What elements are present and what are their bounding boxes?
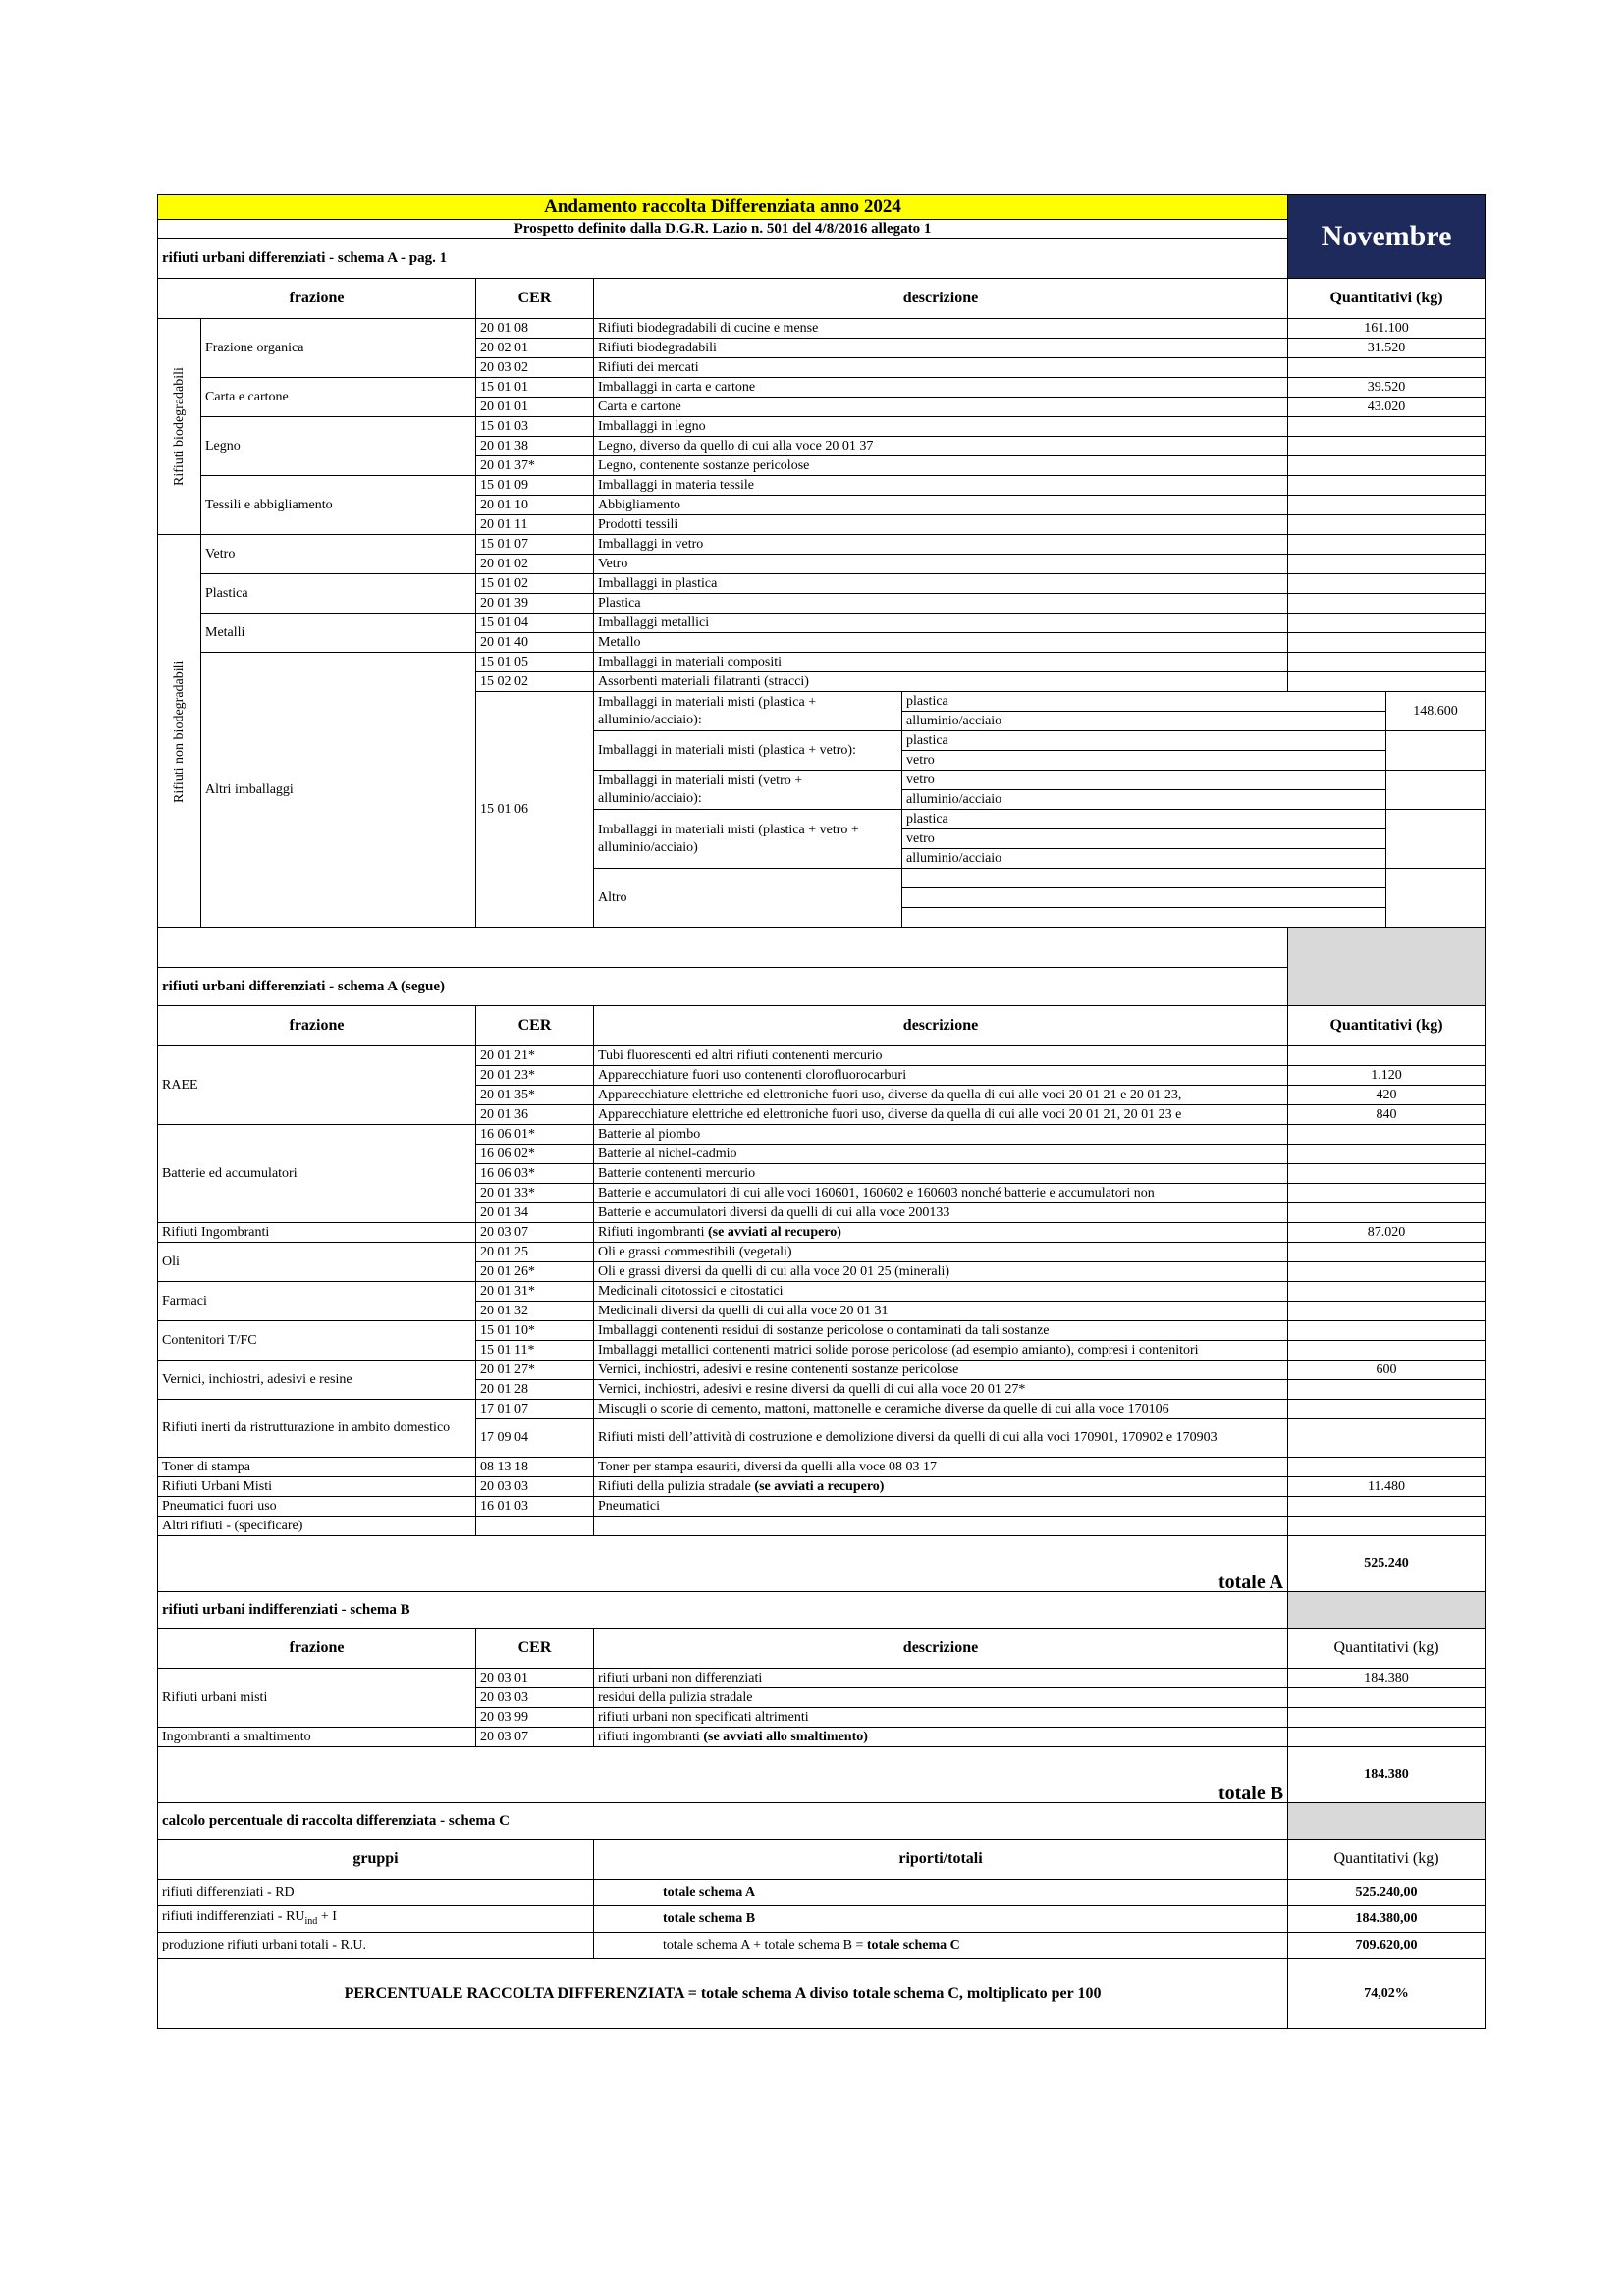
descrizione-cell: Imballaggi in carta e cartone bbox=[594, 378, 1288, 398]
quantita-cell: 31.520 bbox=[1288, 339, 1486, 358]
frazione-cell: Carta e cartone bbox=[201, 378, 476, 417]
cer-cell: 15 01 09 bbox=[476, 476, 594, 496]
descrizione-text: Oli e grassi commestibili (vegetali) bbox=[598, 1244, 792, 1259]
cer-cell: 20 01 34 bbox=[476, 1203, 594, 1223]
descrizione-text: Batterie contenenti mercurio bbox=[598, 1165, 756, 1181]
descrizione-text: Vernici, inchiostri, adesivi e resine contenenti sostanze pericolose bbox=[598, 1362, 959, 1377]
descrizione-text: Pneumatici bbox=[598, 1498, 660, 1514]
table-row bbox=[158, 614, 1486, 633]
descrizione-cell: Imballaggi in materiali misti (plastica + alluminio/acciaio): bbox=[594, 692, 902, 731]
cer-cell: 15 01 04 bbox=[476, 614, 594, 633]
descrizione-cell bbox=[594, 1728, 1288, 1747]
descrizione-text: Imballaggi contenenti residui di sostanze pericolose o contaminati da tali sostanze bbox=[598, 1322, 1050, 1338]
cer-cell: 20 01 10 bbox=[476, 496, 594, 515]
descrizione-text: Batterie al piombo bbox=[598, 1126, 701, 1142]
cer-cell: 20 01 31* bbox=[476, 1282, 594, 1302]
descrizione-text: Batterie e accumulatori diversi da quelli di cui alla voce 200133 bbox=[598, 1204, 950, 1220]
frazione-cell: Metalli bbox=[201, 614, 476, 653]
quantita-cell bbox=[1288, 1728, 1486, 1747]
cer-cell: 20 01 38 bbox=[476, 437, 594, 456]
sub-material-cell: plastica bbox=[902, 731, 1386, 751]
descrizione-text: Tubi fluorescenti ed altri rifiuti contenenti mercurio bbox=[598, 1047, 883, 1063]
riporti-cell bbox=[594, 1906, 1288, 1933]
report-subtitle: Prospetto definito dalla D.G.R. Lazio n. 501 del 4/8/2016 allegato 1 bbox=[158, 220, 1288, 239]
descrizione-cell bbox=[594, 1380, 1288, 1400]
gruppi-text: rifiuti differenziati - RD bbox=[162, 1885, 295, 1899]
col-gruppi: gruppi bbox=[158, 1840, 594, 1880]
percent-label: PERCENTUALE RACCOLTA DIFFERENZIATA = totale schema A diviso totale schema C, moltiplicato per 100 bbox=[158, 1959, 1288, 2029]
cer-cell: 16 01 03 bbox=[476, 1497, 594, 1517]
descrizione-cell: Assorbenti materiali filatranti (stracci) bbox=[594, 672, 1288, 692]
riporti-text: totale schema A bbox=[663, 1885, 756, 1899]
descrizione-note: (se avviati al recupero) bbox=[704, 1224, 841, 1240]
quantita-cell bbox=[1288, 1203, 1486, 1223]
riporti-bold: totale schema C bbox=[866, 1938, 960, 1952]
descrizione-text: residui della pulizia stradale bbox=[598, 1689, 753, 1705]
quantita-cell: 525.240,00 bbox=[1288, 1880, 1486, 1906]
quantita-cell bbox=[1288, 1400, 1486, 1419]
report-table bbox=[157, 194, 1486, 2029]
descrizione-cell bbox=[594, 1708, 1288, 1728]
frazione-cell: Altri imballaggi bbox=[201, 653, 476, 928]
descrizione-cell bbox=[594, 1184, 1288, 1203]
descrizione-cell bbox=[594, 1046, 1288, 1066]
cer-cell: 08 13 18 bbox=[476, 1458, 594, 1477]
report-frame bbox=[157, 194, 1485, 2029]
table-row bbox=[158, 319, 1486, 339]
quantita-cell bbox=[1288, 1145, 1486, 1164]
schema-a1-rows bbox=[158, 319, 1486, 928]
table-row bbox=[158, 417, 1486, 437]
quantita-cell bbox=[1288, 594, 1486, 614]
descrizione-cell: Prodotti tessili bbox=[594, 515, 1288, 535]
frazione-cell: Tessili e abbigliamento bbox=[201, 476, 476, 535]
descrizione-cell: Imballaggi in materiali misti (plastica + vetro): bbox=[594, 731, 902, 771]
quantita-cell bbox=[1288, 496, 1486, 515]
descrizione-cell: Rifiuti biodegradabili di cucine e mense bbox=[594, 319, 1288, 339]
quantita-cell: 600 bbox=[1288, 1361, 1486, 1380]
cer-cell: 16 06 01* bbox=[476, 1125, 594, 1145]
frazione-cell: Pneumatici fuori uso bbox=[158, 1497, 476, 1517]
quantita-cell bbox=[1288, 417, 1486, 437]
quantita-cell bbox=[1386, 810, 1486, 869]
riporti-cell bbox=[594, 1880, 1288, 1906]
quantita-cell: 11.480 bbox=[1288, 1477, 1486, 1497]
quantita-cell bbox=[1386, 869, 1486, 928]
descrizione-cell: Imballaggi in materiali misti (plastica + vetro + alluminio/acciaio) bbox=[594, 810, 902, 869]
schema-b-rows bbox=[158, 1669, 1486, 1747]
quantita-cell: 420 bbox=[1288, 1086, 1486, 1105]
descrizione-cell bbox=[594, 1458, 1288, 1477]
cer-cell: 20 01 01 bbox=[476, 398, 594, 417]
quantita-cell bbox=[1288, 1380, 1486, 1400]
col-descrizione: descrizione bbox=[594, 1629, 1288, 1669]
cer-cell: 20 03 02 bbox=[476, 358, 594, 378]
grey-cell bbox=[1288, 1803, 1486, 1840]
col-frazione: frazione bbox=[158, 1629, 476, 1669]
quantita-cell bbox=[1288, 574, 1486, 594]
sub-material-cell bbox=[902, 888, 1386, 908]
descrizione-text: Rifiuti ingombranti bbox=[598, 1224, 705, 1240]
frazione-cell: Ingombranti a smaltimento bbox=[158, 1728, 476, 1747]
descrizione-cell: Miscugli o scorie di cemento, mattoni, mattonelle e ceramiche diverse da quelle di cui alla voce 170106 bbox=[594, 1400, 1288, 1419]
frazione-cell: Frazione organica bbox=[201, 319, 476, 378]
descrizione-text: Vernici, inchiostri, adesivi e resine diversi da quelli di cui alla voce 20 01 27* bbox=[598, 1381, 1026, 1397]
descrizione-cell bbox=[594, 1243, 1288, 1262]
descrizione-text: rifiuti urbani non specificati altrimenti bbox=[598, 1709, 809, 1725]
descrizione-cell: Plastica bbox=[594, 594, 1288, 614]
quantita-cell bbox=[1288, 1321, 1486, 1341]
col-frazione: frazione bbox=[158, 279, 476, 319]
table-row bbox=[158, 1321, 1486, 1341]
descrizione-cell: Imballaggi in plastica bbox=[594, 574, 1288, 594]
descrizione-cell: Imballaggi in materiali compositi bbox=[594, 653, 1288, 672]
quantita-cell bbox=[1288, 1282, 1486, 1302]
quantita-cell bbox=[1288, 1243, 1486, 1262]
cer-cell: 15 01 01 bbox=[476, 378, 594, 398]
cer-cell: 15 01 02 bbox=[476, 574, 594, 594]
sub-material-cell: plastica bbox=[902, 692, 1386, 712]
riporti-text: totale schema A + totale schema B = bbox=[663, 1938, 867, 1952]
cer-cell: 20 01 33* bbox=[476, 1184, 594, 1203]
descrizione-cell bbox=[594, 1262, 1288, 1282]
frazione-cell: Rifiuti Urbani Misti bbox=[158, 1477, 476, 1497]
cer-cell: 15 01 07 bbox=[476, 535, 594, 555]
quantita-cell bbox=[1288, 1164, 1486, 1184]
cer-cell: 15 01 03 bbox=[476, 417, 594, 437]
descrizione-cell bbox=[594, 1669, 1288, 1688]
frazione-cell: RAEE bbox=[158, 1046, 476, 1125]
frazione-cell: Altri rifiuti - (specificare) bbox=[158, 1517, 476, 1536]
gruppi-cell bbox=[158, 1906, 594, 1933]
quantita-cell: 43.020 bbox=[1288, 398, 1486, 417]
quantita-cell bbox=[1288, 1688, 1486, 1708]
table-row bbox=[158, 535, 1486, 555]
sub-material-cell: plastica bbox=[902, 810, 1386, 829]
sub-material-cell: vetro bbox=[902, 829, 1386, 849]
grey-cell bbox=[1288, 928, 1486, 1006]
totale-a-label: totale A bbox=[158, 1536, 1288, 1592]
descrizione-cell bbox=[594, 1688, 1288, 1708]
table-row bbox=[158, 1458, 1486, 1477]
quantita-cell bbox=[1386, 771, 1486, 810]
table-row bbox=[158, 1906, 1486, 1933]
quantita-cell bbox=[1288, 1341, 1486, 1361]
quantita-cell bbox=[1288, 456, 1486, 476]
cer-cell: 15 02 02 bbox=[476, 672, 594, 692]
cer-cell: 20 03 03 bbox=[476, 1477, 594, 1497]
descrizione-cell bbox=[594, 1086, 1288, 1105]
descrizione-cell bbox=[594, 1203, 1288, 1223]
riporti-cell bbox=[594, 1933, 1288, 1959]
table-row bbox=[158, 1361, 1486, 1380]
descrizione-text: Medicinali citotossici e citostatici bbox=[598, 1283, 784, 1299]
cer-cell: 20 01 27* bbox=[476, 1361, 594, 1380]
table-row bbox=[158, 1477, 1486, 1497]
quantita-cell bbox=[1288, 672, 1486, 692]
table-row bbox=[158, 1517, 1486, 1536]
table-row bbox=[158, 378, 1486, 398]
frazione-cell: Toner di stampa bbox=[158, 1458, 476, 1477]
col-cer: CER bbox=[476, 1629, 594, 1669]
quantita-cell: 184.380,00 bbox=[1288, 1906, 1486, 1933]
sub-material-cell: vetro bbox=[902, 751, 1386, 771]
descrizione-text: Imballaggi metallici contenenti matrici solide porose pericolose (ad esempio amianto), compresi i contenitori bbox=[598, 1342, 1199, 1358]
table-row bbox=[158, 1223, 1486, 1243]
col-quantita: Quantitativi (kg) bbox=[1288, 1840, 1486, 1880]
frazione-cell: Legno bbox=[201, 417, 476, 476]
descrizione-text: Batterie e accumulatori di cui alle voci 160601, 160602 e 160603 nonché batterie e accumulatori non bbox=[598, 1185, 1155, 1201]
table-row bbox=[158, 1880, 1486, 1906]
cer-cell: 20 01 32 bbox=[476, 1302, 594, 1321]
descrizione-cell bbox=[594, 1066, 1288, 1086]
descrizione-text: Apparecchiature fuori uso contenenti clorofluorocarburi bbox=[598, 1067, 907, 1083]
report-title: Andamento raccolta Differenziata anno 2024 bbox=[158, 195, 1288, 220]
frazione-cell: Contenitori T/FC bbox=[158, 1321, 476, 1361]
quantita-cell bbox=[1288, 1046, 1486, 1066]
quantita-cell: 87.020 bbox=[1288, 1223, 1486, 1243]
descrizione-text: rifiuti urbani non differenziati bbox=[598, 1670, 763, 1685]
cer-cell: 15 01 10* bbox=[476, 1321, 594, 1341]
cer-cell: 20 01 08 bbox=[476, 319, 594, 339]
gruppi-text: produzione rifiuti urbani totali - R.U. bbox=[162, 1938, 367, 1952]
descrizione-text: Apparecchiature elettriche ed elettroniche fuori uso, diverse da quella di cui alle voci 20 01 21, 20 01 23 e bbox=[598, 1106, 1182, 1122]
group-biodegradabili: Rifiuti biodegradabili bbox=[158, 319, 201, 535]
cer-cell: 20 01 37* bbox=[476, 456, 594, 476]
sub-material-cell bbox=[902, 908, 1386, 928]
descrizione-text: Batterie al nichel-cadmio bbox=[598, 1146, 737, 1161]
col-descrizione: descrizione bbox=[594, 279, 1288, 319]
col-descrizione: descrizione bbox=[594, 1006, 1288, 1046]
quantita-cell bbox=[1288, 476, 1486, 496]
descrizione-cell bbox=[594, 1105, 1288, 1125]
sub-material-cell: alluminio/acciaio bbox=[902, 712, 1386, 731]
col-frazione: frazione bbox=[158, 1006, 476, 1046]
descrizione-text: rifiuti ingombranti bbox=[598, 1729, 704, 1744]
descrizione-cell: Metallo bbox=[594, 633, 1288, 653]
descrizione-cell: Imballaggi in vetro bbox=[594, 535, 1288, 555]
cer-cell: 15 01 06 bbox=[476, 692, 594, 928]
quantita-cell: 39.520 bbox=[1288, 378, 1486, 398]
descrizione-text: Toner per stampa esauriti, diversi da quelli alla voce 08 03 17 bbox=[598, 1459, 938, 1474]
descrizione-cell: Imballaggi in legno bbox=[594, 417, 1288, 437]
table-row bbox=[158, 1728, 1486, 1747]
cer-cell: 20 03 07 bbox=[476, 1728, 594, 1747]
cer-cell: 17 01 07 bbox=[476, 1400, 594, 1419]
totale-b-label: totale B bbox=[158, 1747, 1288, 1803]
quantita-cell: 1.120 bbox=[1288, 1066, 1486, 1086]
col-cer: CER bbox=[476, 1006, 594, 1046]
descrizione-cell: Rifiuti dei mercati bbox=[594, 358, 1288, 378]
descrizione-cell: Rifiuti biodegradabili bbox=[594, 339, 1288, 358]
schema-c-rows bbox=[158, 1880, 1486, 1959]
table-row bbox=[158, 574, 1486, 594]
table-row bbox=[158, 653, 1486, 672]
quantita-cell bbox=[1288, 555, 1486, 574]
cer-cell: 15 01 11* bbox=[476, 1341, 594, 1361]
cer-cell: 16 06 03* bbox=[476, 1164, 594, 1184]
cer-cell: 15 01 05 bbox=[476, 653, 594, 672]
frazione-cell: Plastica bbox=[201, 574, 476, 614]
frazione-cell: Oli bbox=[158, 1243, 476, 1282]
descrizione-cell: Carta e cartone bbox=[594, 398, 1288, 417]
quantita-cell: 148.600 bbox=[1386, 692, 1486, 731]
cer-cell: 20 01 40 bbox=[476, 633, 594, 653]
descrizione-cell bbox=[594, 1302, 1288, 1321]
section-b-title: rifiuti urbani indifferenziati - schema B bbox=[158, 1592, 1288, 1629]
descrizione-cell: Vetro bbox=[594, 555, 1288, 574]
quantita-cell bbox=[1288, 515, 1486, 535]
descrizione-cell: Rifiuti misti dell’attività di costruzione e demolizione diversi da quelli di cui alla voci 170901, 170902 e 170903 bbox=[594, 1419, 1288, 1458]
cer-cell: 20 01 02 bbox=[476, 555, 594, 574]
gruppi-text: rifiuti indifferenziati - RU bbox=[162, 1908, 305, 1924]
quantita-cell: 709.620,00 bbox=[1288, 1933, 1486, 1959]
quantita-cell bbox=[1288, 614, 1486, 633]
descrizione-cell bbox=[594, 1164, 1288, 1184]
descrizione-cell: Legno, diverso da quello di cui alla voce 20 01 37 bbox=[594, 437, 1288, 456]
schema-a2-rows bbox=[158, 1046, 1486, 1536]
cer-cell: 20 03 01 bbox=[476, 1669, 594, 1688]
totale-b-value: 184.380 bbox=[1288, 1747, 1486, 1803]
quantita-cell: 161.100 bbox=[1288, 319, 1486, 339]
descrizione-note: (se avviati allo smaltimento) bbox=[703, 1729, 868, 1744]
table-row bbox=[158, 1669, 1486, 1688]
descrizione-cell bbox=[594, 1361, 1288, 1380]
quantita-cell bbox=[1288, 358, 1486, 378]
table-row bbox=[158, 1933, 1486, 1959]
table-row bbox=[158, 1125, 1486, 1145]
descrizione-cell: Altro bbox=[594, 869, 902, 928]
col-quantita: Quantitativi (kg) bbox=[1288, 1006, 1486, 1046]
descrizione-cell: Imballaggi metallici bbox=[594, 614, 1288, 633]
cer-cell: 20 02 01 bbox=[476, 339, 594, 358]
cer-cell: 20 01 39 bbox=[476, 594, 594, 614]
gruppi-tail: + I bbox=[317, 1908, 337, 1924]
gruppi-cell bbox=[158, 1880, 594, 1906]
table-row bbox=[158, 1282, 1486, 1302]
cer-cell: 20 01 26* bbox=[476, 1262, 594, 1282]
descrizione-cell bbox=[594, 1321, 1288, 1341]
quantita-cell bbox=[1288, 1458, 1486, 1477]
quantita-cell: 184.380 bbox=[1288, 1669, 1486, 1688]
col-quantita: Quantitativi (kg) bbox=[1288, 1629, 1486, 1669]
frazione-cell: Rifiuti Ingombranti bbox=[158, 1223, 476, 1243]
quantita-cell bbox=[1288, 437, 1486, 456]
descrizione-text: Oli e grassi diversi da quelli di cui alla voce 20 01 25 (minerali) bbox=[598, 1263, 950, 1279]
cer-cell: 20 01 11 bbox=[476, 515, 594, 535]
cer-cell: 20 01 23* bbox=[476, 1066, 594, 1086]
col-quantita: Quantitativi (kg) bbox=[1288, 279, 1486, 319]
frazione-cell: Vernici, inchiostri, adesivi e resine bbox=[158, 1361, 476, 1400]
cer-cell: 20 01 35* bbox=[476, 1086, 594, 1105]
descrizione-cell bbox=[594, 1477, 1288, 1497]
quantita-cell bbox=[1288, 1517, 1486, 1536]
spacer-row bbox=[158, 928, 1288, 968]
cer-cell: 20 01 25 bbox=[476, 1243, 594, 1262]
descrizione-text: Rifiuti della pulizia stradale bbox=[598, 1478, 755, 1494]
section-a1-title: rifiuti urbani differenziati - schema A - pag. 1 bbox=[158, 239, 1288, 279]
descrizione-text: Medicinali diversi da quelli di cui alla voce 20 01 31 bbox=[598, 1303, 889, 1318]
quantita-cell bbox=[1288, 1125, 1486, 1145]
section-c-title: calcolo percentuale di raccolta differenziata - schema C bbox=[158, 1803, 1288, 1840]
descrizione-cell: Imballaggi in materiali misti (vetro + alluminio/acciaio): bbox=[594, 771, 902, 810]
col-cer: CER bbox=[476, 279, 594, 319]
frazione-cell: Rifiuti urbani misti bbox=[158, 1669, 476, 1728]
sub-material-cell bbox=[902, 869, 1386, 888]
quantita-cell bbox=[1288, 1708, 1486, 1728]
group-non-biodegradabili: Rifiuti non biodegradabili bbox=[158, 535, 201, 928]
quantita-cell bbox=[1386, 731, 1486, 771]
sub-material-cell: alluminio/acciaio bbox=[902, 849, 1386, 869]
frazione-cell: Farmaci bbox=[158, 1282, 476, 1321]
month-label: Novembre bbox=[1288, 195, 1486, 279]
grey-cell bbox=[1288, 1592, 1486, 1629]
quantita-cell bbox=[1288, 1184, 1486, 1203]
cer-cell: 20 03 07 bbox=[476, 1223, 594, 1243]
table-row bbox=[158, 1400, 1486, 1419]
section-a2-title: rifiuti urbani differenziati - schema A (segue) bbox=[158, 968, 1288, 1006]
descrizione-cell bbox=[594, 1341, 1288, 1361]
cer-cell: 16 06 02* bbox=[476, 1145, 594, 1164]
table-row bbox=[158, 1046, 1486, 1066]
quantita-cell bbox=[1288, 1302, 1486, 1321]
table-row bbox=[158, 1497, 1486, 1517]
quantita-cell bbox=[1288, 535, 1486, 555]
quantita-cell bbox=[1288, 653, 1486, 672]
cer-cell: 20 01 21* bbox=[476, 1046, 594, 1066]
sub-material-cell: alluminio/acciaio bbox=[902, 790, 1386, 810]
cer-cell bbox=[476, 1517, 594, 1536]
cer-cell: 20 03 03 bbox=[476, 1688, 594, 1708]
frazione-cell: Vetro bbox=[201, 535, 476, 574]
percent-value: 74,02% bbox=[1288, 1959, 1486, 2029]
cer-cell: 17 09 04 bbox=[476, 1419, 594, 1458]
quantita-cell: 840 bbox=[1288, 1105, 1486, 1125]
descrizione-cell bbox=[594, 1125, 1288, 1145]
descrizione-cell bbox=[594, 1145, 1288, 1164]
cer-cell: 20 01 36 bbox=[476, 1105, 594, 1125]
sub-material-cell: vetro bbox=[902, 771, 1386, 790]
gruppi-subscript: ind bbox=[304, 1915, 318, 1927]
quantita-cell bbox=[1288, 1262, 1486, 1282]
riporti-text: totale schema B bbox=[663, 1911, 756, 1926]
descrizione-note: (se avviati a recupero) bbox=[754, 1478, 885, 1494]
descrizione-cell bbox=[594, 1497, 1288, 1517]
descrizione-cell: Legno, contenente sostanze pericolose bbox=[594, 456, 1288, 476]
descrizione-cell: Abbigliamento bbox=[594, 496, 1288, 515]
quantita-cell bbox=[1288, 1419, 1486, 1458]
descrizione-cell bbox=[594, 1282, 1288, 1302]
table-row bbox=[158, 1243, 1486, 1262]
gruppi-cell bbox=[158, 1933, 594, 1959]
frazione-cell: Rifiuti inerti da ristrutturazione in ambito domestico bbox=[158, 1400, 476, 1458]
cer-cell: 20 01 28 bbox=[476, 1380, 594, 1400]
quantita-cell bbox=[1288, 1497, 1486, 1517]
descrizione-text: Apparecchiature elettriche ed elettroniche fuori uso, diverse da quella di cui alle voci 20 01 21 e 20 01 23, bbox=[598, 1087, 1182, 1102]
table-row bbox=[158, 476, 1486, 496]
descrizione-cell: Imballaggi in materia tessile bbox=[594, 476, 1288, 496]
descrizione-cell bbox=[594, 1223, 1288, 1243]
col-riporti: riporti/totali bbox=[594, 1840, 1288, 1880]
quantita-cell bbox=[1288, 633, 1486, 653]
frazione-cell: Batterie ed accumulatori bbox=[158, 1125, 476, 1223]
cer-cell: 20 03 99 bbox=[476, 1708, 594, 1728]
totale-a-value: 525.240 bbox=[1288, 1536, 1486, 1592]
descrizione-cell bbox=[594, 1517, 1288, 1536]
